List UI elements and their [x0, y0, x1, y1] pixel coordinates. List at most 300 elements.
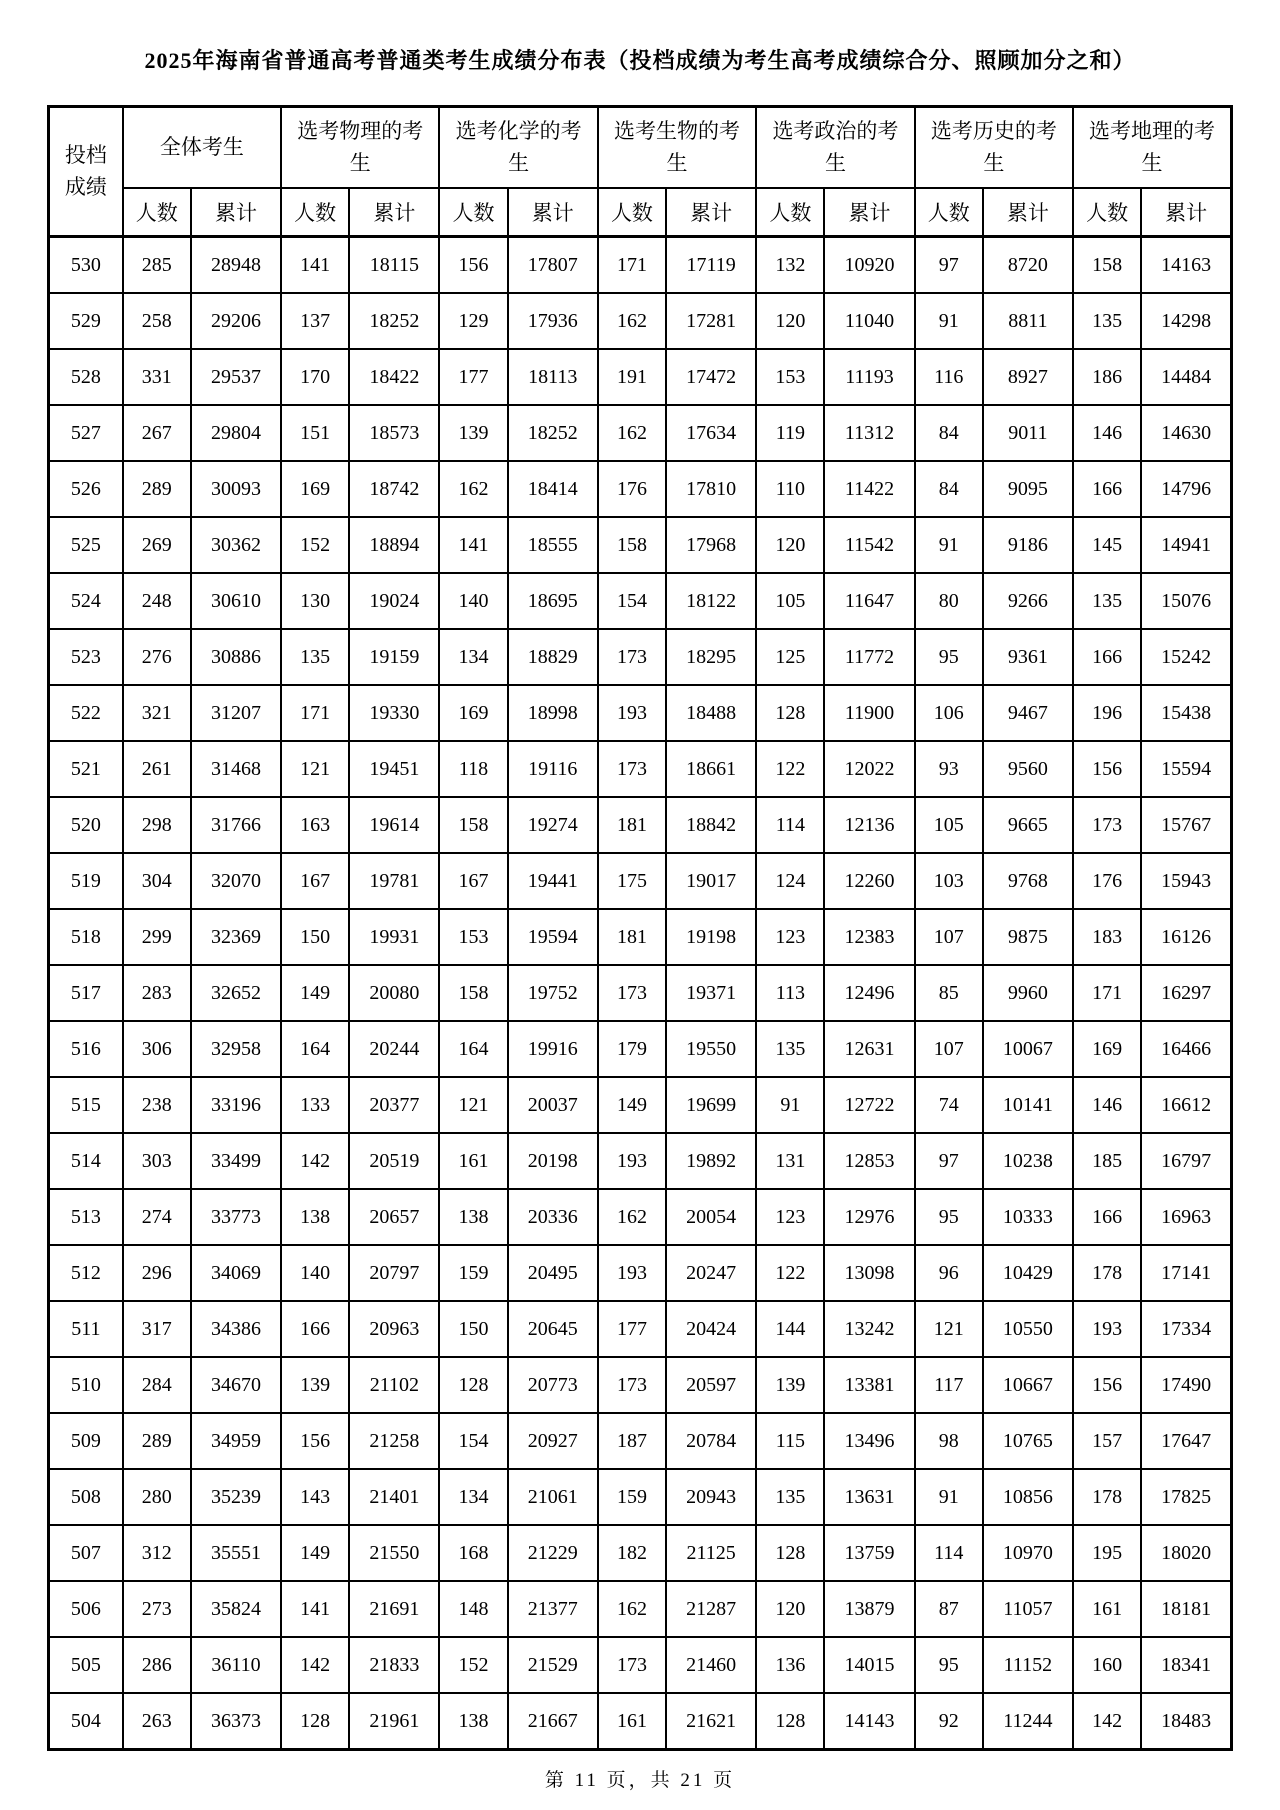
- cumulative-cell: 34959: [191, 1413, 281, 1469]
- count-cell: 84: [915, 405, 983, 461]
- count-cell: 107: [915, 1021, 983, 1077]
- cumulative-cell: 11193: [824, 349, 914, 405]
- subheader-row: [49, 188, 1232, 237]
- count-cell: 122: [756, 1245, 824, 1301]
- count-cell: 138: [439, 1693, 507, 1750]
- cumulative-cell: 18422: [349, 349, 439, 405]
- table-row: [49, 1637, 1232, 1693]
- count-cell: 193: [598, 1133, 666, 1189]
- count-cell: 304: [123, 853, 191, 909]
- count-cell: 156: [439, 237, 507, 294]
- table-row: [49, 1413, 1232, 1469]
- page-title: 2025年海南省普通高考普通类考生成绩分布表（投档成绩为考生高考成绩综合分、照顾加分之和）: [144, 48, 1136, 73]
- count-cell: 312: [123, 1525, 191, 1581]
- count-cell: 183: [1073, 909, 1141, 965]
- cumulative-cell: 9960: [983, 965, 1073, 1021]
- count-cell: 139: [281, 1357, 349, 1413]
- count-cell: 128: [756, 1525, 824, 1581]
- cumulative-cell: 18573: [349, 405, 439, 461]
- count-cell: 117: [915, 1357, 983, 1413]
- count-cell: 135: [281, 629, 349, 685]
- table-row: [49, 1581, 1232, 1637]
- cumulative-cell: 20198: [508, 1133, 598, 1189]
- cumulative-cell: 16612: [1141, 1077, 1231, 1133]
- table-row: [49, 1245, 1232, 1301]
- cumulative-cell: 12722: [824, 1077, 914, 1133]
- cumulative-cell: 9011: [983, 405, 1073, 461]
- count-cell: 123: [756, 909, 824, 965]
- subheader-cumulative: 累计: [666, 188, 756, 237]
- cumulative-cell: 11900: [824, 685, 914, 741]
- count-cell: 158: [439, 965, 507, 1021]
- count-cell: 173: [598, 629, 666, 685]
- cumulative-cell: 15076: [1141, 573, 1231, 629]
- cumulative-cell: 19781: [349, 853, 439, 909]
- count-cell: 118: [439, 741, 507, 797]
- cumulative-cell: 20336: [508, 1189, 598, 1245]
- count-cell: 98: [915, 1413, 983, 1469]
- cumulative-cell: 30362: [191, 517, 281, 573]
- cumulative-cell: 17634: [666, 405, 756, 461]
- cumulative-cell: 21287: [666, 1581, 756, 1637]
- cumulative-cell: 19159: [349, 629, 439, 685]
- count-cell: 157: [1073, 1413, 1141, 1469]
- count-cell: 179: [598, 1021, 666, 1077]
- count-cell: 93: [915, 741, 983, 797]
- count-cell: 317: [123, 1301, 191, 1357]
- cumulative-cell: 36373: [191, 1693, 281, 1750]
- count-cell: 128: [756, 1693, 824, 1750]
- count-cell: 186: [1073, 349, 1141, 405]
- cumulative-cell: 19024: [349, 573, 439, 629]
- count-cell: 321: [123, 685, 191, 741]
- cumulative-cell: 18998: [508, 685, 598, 741]
- cumulative-cell: 20054: [666, 1189, 756, 1245]
- table-row: [49, 853, 1232, 909]
- cumulative-cell: 34069: [191, 1245, 281, 1301]
- table-row: [49, 293, 1232, 349]
- cumulative-cell: 18661: [666, 741, 756, 797]
- score-cell: 526: [49, 461, 123, 517]
- count-cell: 167: [281, 853, 349, 909]
- cumulative-cell: 20037: [508, 1077, 598, 1133]
- count-cell: 173: [598, 1357, 666, 1413]
- count-cell: 123: [756, 1189, 824, 1245]
- cumulative-cell: 30886: [191, 629, 281, 685]
- table-row: [49, 1021, 1232, 1077]
- count-cell: 105: [915, 797, 983, 853]
- count-cell: 134: [439, 629, 507, 685]
- count-cell: 91: [915, 517, 983, 573]
- count-cell: 296: [123, 1245, 191, 1301]
- count-cell: 84: [915, 461, 983, 517]
- count-cell: 193: [598, 1245, 666, 1301]
- count-cell: 138: [281, 1189, 349, 1245]
- score-cell: 523: [49, 629, 123, 685]
- cumulative-cell: 17334: [1141, 1301, 1231, 1357]
- cumulative-cell: 31766: [191, 797, 281, 853]
- count-cell: 150: [439, 1301, 507, 1357]
- count-cell: 176: [1073, 853, 1141, 909]
- cumulative-cell: 18252: [508, 405, 598, 461]
- cumulative-cell: 10141: [983, 1077, 1073, 1133]
- count-cell: 331: [123, 349, 191, 405]
- count-cell: 238: [123, 1077, 191, 1133]
- count-cell: 143: [281, 1469, 349, 1525]
- cumulative-cell: 20927: [508, 1413, 598, 1469]
- count-cell: 169: [281, 461, 349, 517]
- count-cell: 149: [598, 1077, 666, 1133]
- cumulative-cell: 21529: [508, 1637, 598, 1693]
- count-cell: 139: [439, 405, 507, 461]
- count-cell: 171: [281, 685, 349, 741]
- table-row: [49, 1189, 1232, 1245]
- count-cell: 120: [756, 1581, 824, 1637]
- cumulative-cell: 14298: [1141, 293, 1231, 349]
- count-cell: 150: [281, 909, 349, 965]
- cumulative-cell: 17810: [666, 461, 756, 517]
- cumulative-cell: 19892: [666, 1133, 756, 1189]
- score-cell: 514: [49, 1133, 123, 1189]
- table-row: [49, 685, 1232, 741]
- count-cell: 114: [915, 1525, 983, 1581]
- count-cell: 153: [756, 349, 824, 405]
- cumulative-cell: 16126: [1141, 909, 1231, 965]
- count-cell: 149: [281, 965, 349, 1021]
- count-cell: 152: [439, 1637, 507, 1693]
- cumulative-cell: 21550: [349, 1525, 439, 1581]
- cumulative-cell: 17807: [508, 237, 598, 294]
- count-cell: 156: [1073, 1357, 1141, 1413]
- cumulative-cell: 19116: [508, 741, 598, 797]
- count-cell: 161: [1073, 1581, 1141, 1637]
- count-cell: 166: [1073, 629, 1141, 685]
- table-row: [49, 965, 1232, 1021]
- count-cell: 121: [439, 1077, 507, 1133]
- cumulative-cell: 9361: [983, 629, 1073, 685]
- count-cell: 263: [123, 1693, 191, 1750]
- count-cell: 113: [756, 965, 824, 1021]
- count-cell: 96: [915, 1245, 983, 1301]
- cumulative-cell: 10970: [983, 1525, 1073, 1581]
- subheader-count: 人数: [281, 188, 349, 237]
- cumulative-cell: 31468: [191, 741, 281, 797]
- cumulative-cell: 11542: [824, 517, 914, 573]
- count-cell: 178: [1073, 1469, 1141, 1525]
- count-cell: 276: [123, 629, 191, 685]
- cumulative-cell: 12383: [824, 909, 914, 965]
- score-cell: 518: [49, 909, 123, 965]
- cumulative-cell: 9467: [983, 685, 1073, 741]
- cumulative-cell: 18894: [349, 517, 439, 573]
- count-cell: 128: [439, 1357, 507, 1413]
- cumulative-cell: 18842: [666, 797, 756, 853]
- cumulative-cell: 21833: [349, 1637, 439, 1693]
- cumulative-cell: 19198: [666, 909, 756, 965]
- count-cell: 191: [598, 349, 666, 405]
- cumulative-cell: 13381: [824, 1357, 914, 1413]
- cumulative-cell: 32958: [191, 1021, 281, 1077]
- cumulative-cell: 10429: [983, 1245, 1073, 1301]
- cumulative-cell: 11312: [824, 405, 914, 461]
- count-cell: 149: [281, 1525, 349, 1581]
- count-cell: 142: [281, 1637, 349, 1693]
- count-cell: 164: [439, 1021, 507, 1077]
- cumulative-cell: 15943: [1141, 853, 1231, 909]
- score-cell: 529: [49, 293, 123, 349]
- count-cell: 133: [281, 1077, 349, 1133]
- count-cell: 187: [598, 1413, 666, 1469]
- count-cell: 181: [598, 909, 666, 965]
- count-cell: 91: [915, 293, 983, 349]
- score-cell: 505: [49, 1637, 123, 1693]
- subheader-count: 人数: [1073, 188, 1141, 237]
- table-row: [49, 797, 1232, 853]
- cumulative-cell: 33773: [191, 1189, 281, 1245]
- count-cell: 274: [123, 1189, 191, 1245]
- count-cell: 273: [123, 1581, 191, 1637]
- count-cell: 92: [915, 1693, 983, 1750]
- cumulative-cell: 15242: [1141, 629, 1231, 685]
- cumulative-cell: 8927: [983, 349, 1073, 405]
- count-cell: 95: [915, 1189, 983, 1245]
- count-cell: 161: [439, 1133, 507, 1189]
- cumulative-cell: 30610: [191, 573, 281, 629]
- cumulative-cell: 9186: [983, 517, 1073, 573]
- cumulative-cell: 17141: [1141, 1245, 1231, 1301]
- cumulative-cell: 20519: [349, 1133, 439, 1189]
- score-cell: 528: [49, 349, 123, 405]
- count-cell: 128: [281, 1693, 349, 1750]
- cumulative-cell: 21125: [666, 1525, 756, 1581]
- count-cell: 141: [439, 517, 507, 573]
- count-cell: 162: [598, 293, 666, 349]
- cumulative-cell: 9095: [983, 461, 1073, 517]
- count-cell: 121: [915, 1301, 983, 1357]
- cumulative-cell: 10238: [983, 1133, 1073, 1189]
- cumulative-cell: 19330: [349, 685, 439, 741]
- score-cell: 504: [49, 1693, 123, 1750]
- cumulative-cell: 14163: [1141, 237, 1231, 294]
- count-cell: 135: [1073, 573, 1141, 629]
- count-cell: 162: [439, 461, 507, 517]
- count-cell: 151: [281, 405, 349, 461]
- page-number: 第 11 页，共 21 页: [544, 1770, 736, 1791]
- cumulative-cell: 21401: [349, 1469, 439, 1525]
- cumulative-cell: 12022: [824, 741, 914, 797]
- cumulative-cell: 21691: [349, 1581, 439, 1637]
- count-cell: 141: [281, 1581, 349, 1637]
- group-header-chemistry: 选考化学的考生: [439, 107, 597, 189]
- table-row: [49, 517, 1232, 573]
- cumulative-cell: 12976: [824, 1189, 914, 1245]
- cumulative-cell: 17936: [508, 293, 598, 349]
- group-header-row: [49, 107, 1232, 189]
- cumulative-cell: 12260: [824, 853, 914, 909]
- count-cell: 106: [915, 685, 983, 741]
- score-cell: 527: [49, 405, 123, 461]
- cumulative-cell: 13242: [824, 1301, 914, 1357]
- count-cell: 159: [598, 1469, 666, 1525]
- count-cell: 173: [598, 1637, 666, 1693]
- subheader-count: 人数: [123, 188, 191, 237]
- count-cell: 163: [281, 797, 349, 853]
- count-cell: 87: [915, 1581, 983, 1637]
- table-row: [49, 629, 1232, 685]
- count-cell: 158: [1073, 237, 1141, 294]
- cumulative-cell: 9875: [983, 909, 1073, 965]
- cumulative-cell: 34386: [191, 1301, 281, 1357]
- count-cell: 164: [281, 1021, 349, 1077]
- cumulative-cell: 29206: [191, 293, 281, 349]
- count-cell: 195: [1073, 1525, 1141, 1581]
- group-header-all-candidates: 全体考生: [123, 107, 281, 189]
- cumulative-cell: 20645: [508, 1301, 598, 1357]
- table-row: [49, 461, 1232, 517]
- cumulative-cell: 21621: [666, 1693, 756, 1750]
- count-cell: 135: [756, 1469, 824, 1525]
- cumulative-cell: 16297: [1141, 965, 1231, 1021]
- count-cell: 128: [756, 685, 824, 741]
- cumulative-cell: 18488: [666, 685, 756, 741]
- count-cell: 120: [756, 293, 824, 349]
- cumulative-cell: 9560: [983, 741, 1073, 797]
- cumulative-cell: 15438: [1141, 685, 1231, 741]
- count-cell: 154: [439, 1413, 507, 1469]
- cumulative-cell: 15594: [1141, 741, 1231, 797]
- score-cell: 512: [49, 1245, 123, 1301]
- table-row: [49, 1077, 1232, 1133]
- table-row: [49, 573, 1232, 629]
- count-cell: 166: [281, 1301, 349, 1357]
- table-body: [49, 237, 1232, 1750]
- group-header-physics: 选考物理的考生: [281, 107, 439, 189]
- count-cell: 140: [439, 573, 507, 629]
- table-row: [49, 1133, 1232, 1189]
- cumulative-cell: 29804: [191, 405, 281, 461]
- cumulative-cell: 30093: [191, 461, 281, 517]
- count-cell: 284: [123, 1357, 191, 1413]
- count-cell: 161: [598, 1693, 666, 1750]
- cumulative-cell: 19274: [508, 797, 598, 853]
- group-header-geography: 选考地理的考生: [1073, 107, 1231, 189]
- score-column-header: 投档成绩: [49, 107, 123, 237]
- score-cell: 525: [49, 517, 123, 573]
- cumulative-cell: 13098: [824, 1245, 914, 1301]
- cumulative-cell: 9768: [983, 853, 1073, 909]
- cumulative-cell: 18113: [508, 349, 598, 405]
- cumulative-cell: 18020: [1141, 1525, 1231, 1581]
- cumulative-cell: 9665: [983, 797, 1073, 853]
- table-row: [49, 349, 1232, 405]
- count-cell: 119: [756, 405, 824, 461]
- count-cell: 167: [439, 853, 507, 909]
- cumulative-cell: 20773: [508, 1357, 598, 1413]
- count-cell: 156: [281, 1413, 349, 1469]
- cumulative-cell: 18555: [508, 517, 598, 573]
- cumulative-cell: 20784: [666, 1413, 756, 1469]
- cumulative-cell: 33499: [191, 1133, 281, 1189]
- count-cell: 162: [598, 1581, 666, 1637]
- cumulative-cell: 20943: [666, 1469, 756, 1525]
- count-cell: 159: [439, 1245, 507, 1301]
- cumulative-cell: 32369: [191, 909, 281, 965]
- count-cell: 135: [1073, 293, 1141, 349]
- count-cell: 280: [123, 1469, 191, 1525]
- cumulative-cell: 9266: [983, 573, 1073, 629]
- count-cell: 285: [123, 237, 191, 294]
- count-cell: 176: [598, 461, 666, 517]
- count-cell: 173: [598, 965, 666, 1021]
- cumulative-cell: 21460: [666, 1637, 756, 1693]
- subheader-cumulative: 累计: [349, 188, 439, 237]
- cumulative-cell: 11422: [824, 461, 914, 517]
- group-header-history: 选考历史的考生: [915, 107, 1073, 189]
- cumulative-cell: 18181: [1141, 1581, 1231, 1637]
- count-cell: 166: [1073, 461, 1141, 517]
- cumulative-cell: 28948: [191, 237, 281, 294]
- score-cell: 516: [49, 1021, 123, 1077]
- cumulative-cell: 32652: [191, 965, 281, 1021]
- count-cell: 114: [756, 797, 824, 853]
- cumulative-cell: 17968: [666, 517, 756, 573]
- cumulative-cell: 8720: [983, 237, 1073, 294]
- cumulative-cell: 21961: [349, 1693, 439, 1750]
- count-cell: 122: [756, 741, 824, 797]
- score-cell: 520: [49, 797, 123, 853]
- cumulative-cell: 35824: [191, 1581, 281, 1637]
- subheader-count: 人数: [598, 188, 666, 237]
- score-cell: 507: [49, 1525, 123, 1581]
- score-cell: 515: [49, 1077, 123, 1133]
- cumulative-cell: 35239: [191, 1469, 281, 1525]
- count-cell: 171: [598, 237, 666, 294]
- table-row: [49, 1301, 1232, 1357]
- count-cell: 145: [1073, 517, 1141, 573]
- cumulative-cell: 18252: [349, 293, 439, 349]
- cumulative-cell: 18695: [508, 573, 598, 629]
- count-cell: 177: [439, 349, 507, 405]
- count-cell: 85: [915, 965, 983, 1021]
- count-cell: 267: [123, 405, 191, 461]
- cumulative-cell: 14630: [1141, 405, 1231, 461]
- cumulative-cell: 10765: [983, 1413, 1073, 1469]
- cumulative-cell: 10667: [983, 1357, 1073, 1413]
- count-cell: 103: [915, 853, 983, 909]
- count-cell: 144: [756, 1301, 824, 1357]
- count-cell: 131: [756, 1133, 824, 1189]
- cumulative-cell: 20797: [349, 1245, 439, 1301]
- cumulative-cell: 19371: [666, 965, 756, 1021]
- count-cell: 162: [598, 1189, 666, 1245]
- cumulative-cell: 17472: [666, 349, 756, 405]
- cumulative-cell: 10550: [983, 1301, 1073, 1357]
- cumulative-cell: 16797: [1141, 1133, 1231, 1189]
- subheader-cumulative: 累计: [191, 188, 281, 237]
- count-cell: 193: [598, 685, 666, 741]
- cumulative-cell: 11647: [824, 573, 914, 629]
- cumulative-cell: 8811: [983, 293, 1073, 349]
- score-cell: 522: [49, 685, 123, 741]
- count-cell: 129: [439, 293, 507, 349]
- cumulative-cell: 12496: [824, 965, 914, 1021]
- cumulative-cell: 11244: [983, 1693, 1073, 1750]
- cumulative-cell: 11057: [983, 1581, 1073, 1637]
- count-cell: 193: [1073, 1301, 1141, 1357]
- count-cell: 269: [123, 517, 191, 573]
- score-cell: 509: [49, 1413, 123, 1469]
- cumulative-cell: 20424: [666, 1301, 756, 1357]
